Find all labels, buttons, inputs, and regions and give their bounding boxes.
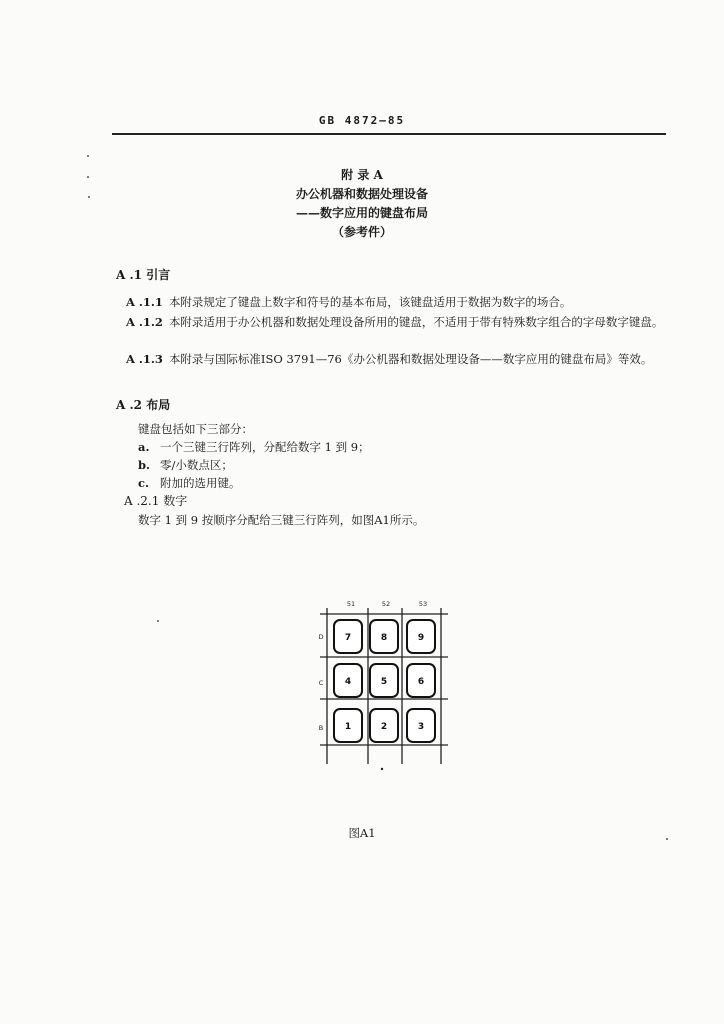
paragraph-text: 本附录适用于办公机器和数据处理设备所用的键盘，不适用于带有特殊数字组合的字母数字键盘。	[168, 315, 664, 329]
scan-speck	[87, 176, 89, 178]
appendix-title-line1: 办公机器和数据处理设备	[295, 187, 428, 201]
paragraph-text: 本附录与国际标准ISO 3791—76《办公机器和数据处理设备——数字应用的键盘布局》等效。	[168, 352, 653, 366]
key-label: 5	[380, 677, 388, 687]
key-label: 7	[344, 633, 352, 643]
appendix-label: 附 录 A	[341, 168, 383, 182]
key-label: 2	[380, 722, 388, 732]
row-label: C	[318, 679, 324, 687]
layout-parts-list	[138, 420, 370, 492]
paragraph-number: A .1.3	[126, 352, 163, 366]
list-item-label: b.	[138, 458, 151, 472]
figure-dot	[381, 768, 383, 770]
column-label: 51	[346, 600, 356, 608]
subsection-a21-text: 数字 1 到 9 按顺序分配给三键三行阵列，如图A1所示。	[138, 513, 425, 527]
list-item	[138, 456, 370, 474]
section-a1-heading: A .1 引言	[116, 268, 171, 282]
list-item	[138, 474, 370, 492]
paragraph-a1-2	[116, 312, 664, 332]
key-label: 4	[344, 677, 352, 687]
scan-speck	[88, 196, 90, 198]
column-label: 52	[381, 600, 391, 608]
key-label: 1	[344, 722, 352, 732]
row-label: B	[318, 724, 324, 732]
appendix-title-block	[0, 166, 724, 242]
paragraph-a1-3	[116, 349, 664, 369]
list-item-text: 附加的选用键。	[160, 476, 241, 490]
subsection-a21-heading: A .2.1 数字	[124, 494, 188, 508]
key-label: 9	[417, 633, 425, 643]
keypad-figure	[306, 594, 456, 774]
list-item	[138, 438, 370, 456]
scan-speck	[87, 155, 89, 157]
section-a2-heading: A .2 布局	[116, 398, 171, 412]
standard-number-header: GB 4872—85	[318, 114, 406, 127]
appendix-title-line2: ——数字应用的键盘布局	[295, 206, 428, 220]
scan-speck	[666, 838, 668, 840]
list-item-label: a.	[138, 440, 150, 454]
paragraph-text: 本附录规定了键盘上数字和符号的基本布局，该键盘适用于数据为数字的场合。	[168, 295, 572, 309]
header-rule	[112, 133, 666, 135]
row-label: D	[318, 633, 324, 641]
figure-caption: 图A1	[348, 826, 376, 840]
paragraph-a1-1	[116, 292, 664, 312]
paragraph-number: A .1.2	[126, 315, 163, 329]
appendix-title-line3: （参考件）	[331, 225, 392, 239]
key-label: 8	[380, 633, 388, 643]
list-intro: 键盘包括如下三部分：	[138, 422, 253, 436]
key-label: 6	[417, 677, 425, 687]
list-item-label: c.	[138, 476, 150, 490]
paragraph-number: A .1.1	[126, 295, 163, 309]
scan-speck	[157, 620, 159, 622]
list-item-text: 零/小数点区；	[160, 458, 233, 472]
key-label: 3	[417, 722, 425, 732]
column-label: 53	[418, 600, 428, 608]
list-item-text: 一个三键三行阵列，分配给数字 1 到 9；	[160, 440, 370, 454]
